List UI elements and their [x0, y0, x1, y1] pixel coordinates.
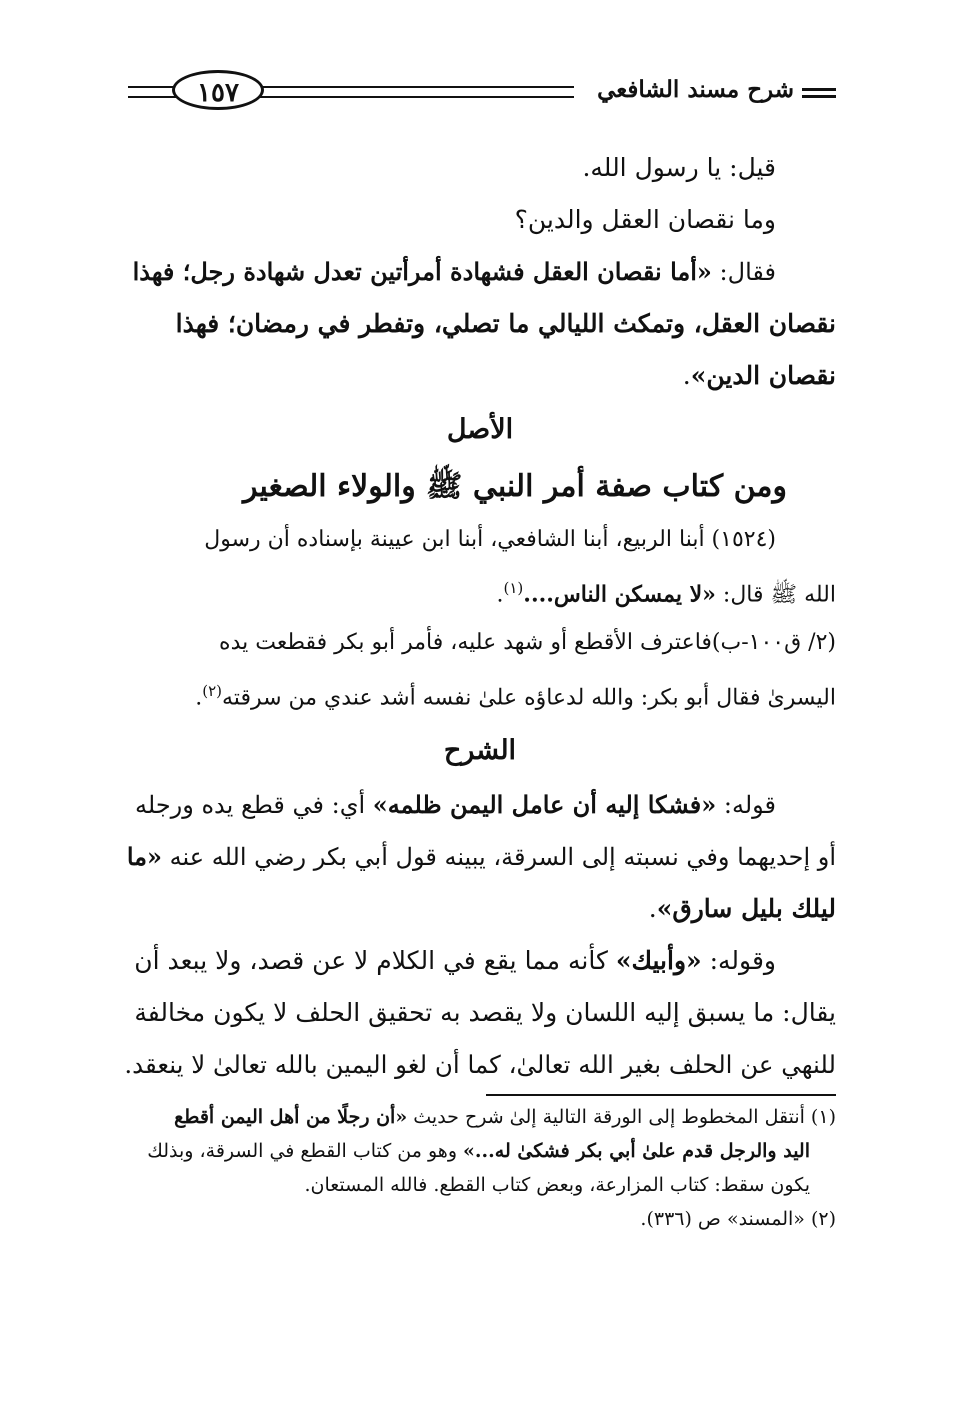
- text-run: كأنه مما يقع في الكلام لا عن قصد، ولا يبعد أن: [134, 945, 616, 975]
- hadith-quote: «فشكا إليه أن عامل اليمن ظلمه»: [372, 789, 717, 819]
- hadith-quote: اليد والرجل قدم علىٰ أبي بكر فشكىٰ له...»: [463, 1140, 810, 1162]
- hadith-quote: نقصان الدين»: [690, 361, 836, 390]
- text-line: [124, 935, 836, 987]
- footnote-ref: (١): [503, 579, 524, 597]
- running-header: [128, 62, 836, 118]
- footnote-1-cont: [124, 1134, 836, 1168]
- text-line: [124, 987, 836, 1039]
- hadith-quote: «أن رجلًا من أهل اليمن أقطع: [174, 1106, 408, 1128]
- text-line: [124, 667, 836, 722]
- text-run: قوله:: [716, 790, 776, 819]
- text-run: وهو من كتاب القطع في السرقة، وبذلك: [147, 1140, 464, 1162]
- text-line: [124, 246, 836, 298]
- footnote-1-cont: [124, 1168, 836, 1202]
- hadith-quote: «أما نقصان العقل فشهادة أمرأتين تعدل شهادة رجل؛ فهذا: [132, 257, 712, 286]
- text-run: قيل: يا رسول الله.: [582, 153, 776, 182]
- main-text: [124, 142, 836, 1091]
- footnotes: [124, 1100, 836, 1236]
- header-rule: [254, 86, 574, 98]
- text-run: .: [496, 582, 504, 608]
- header-ornament: [802, 88, 836, 102]
- section-heading-sharh: الشرح: [443, 734, 517, 766]
- hadith-quote: «لا يمسكن الناس....: [523, 581, 716, 608]
- footnote-1: [124, 1100, 836, 1134]
- text-line: [124, 516, 836, 564]
- text-run: .: [648, 893, 657, 923]
- footnote-separator: [486, 1094, 836, 1096]
- text-run: للنهي عن الحلف بغير الله تعالىٰ، كما أن لغو اليمين بالله تعالىٰ لا ينعقد.: [124, 1049, 836, 1079]
- text-run: (٢) «المسند» ص (٣٣٦).: [640, 1208, 836, 1230]
- text-run: أي: في قطع يده ورجله: [135, 790, 373, 819]
- text-run: (٢/ ق١٠٠-ب)فاعترف الأقطع أو شهد عليه، فأمر أبو بكر فقطعت يده: [219, 630, 836, 656]
- hadith-quote: «ما: [126, 841, 163, 871]
- hadith-quote: «وأبيك»: [615, 945, 702, 975]
- text-line: [124, 883, 836, 935]
- hadith-quote: ليلك بليل سارق»: [656, 893, 836, 923]
- section-heading-asl: الأصل: [446, 414, 514, 445]
- text-run: فقال:: [711, 258, 776, 286]
- text-run: .: [682, 361, 691, 390]
- text-line: [124, 619, 836, 667]
- text-line: [124, 142, 836, 194]
- text-line: [124, 564, 836, 619]
- text-run: وما نقصان العقل والدين؟: [514, 205, 776, 234]
- page-number: ١٥٧: [172, 70, 264, 110]
- text-line: [124, 298, 836, 350]
- text-line: [124, 779, 836, 831]
- text-run: أو إحديهما وفي نسبته إلى السرقة، يبينه قول أبي بكر رضي الله عنه: [162, 842, 836, 871]
- text-run: (١) أنتقل المخطوط إلى الورقة التالية إلىٰ شرح حديث: [407, 1106, 836, 1128]
- hadith-isnad: (١٥٢٤) أبنا الربيع، أبنا الشافعي، أبنا ابن عيينة بإسناده أن رسول: [204, 527, 776, 552]
- text-run: اليسرىٰ فقال أبو بكر: والله لدعاؤه علىٰ نفسه أشد عندي من سرقته: [222, 685, 836, 711]
- text-run: يكون سقط: كتاب المزارعة، وبعض كتاب القطع. فالله المستعان.: [304, 1174, 810, 1196]
- header-title: شرح مسند الشافعي: [597, 76, 794, 103]
- text-line: [124, 350, 836, 402]
- text-line: [124, 831, 836, 883]
- text-run: .: [195, 685, 203, 711]
- text-run: وقوله:: [701, 945, 776, 975]
- text-line: [124, 1039, 836, 1091]
- hadith-quote: نقصان العقل، وتمكث الليالي ما تصلي، وتفطر في رمضان؛ فهذا: [175, 309, 836, 338]
- footnote-ref: (٢): [202, 682, 223, 701]
- text-run: الله ﷺ قال:: [715, 582, 836, 608]
- chapter-title: ومن كتاب صفة أمر النبي ﷺ والولاء الصغير: [243, 469, 787, 504]
- text-line: [124, 194, 836, 246]
- text-run: يقال: ما يسبق إليه اللسان ولا يقصد به تحقيق الحلف لا يكون مخالفة: [134, 997, 836, 1027]
- footnote-2: [124, 1202, 836, 1236]
